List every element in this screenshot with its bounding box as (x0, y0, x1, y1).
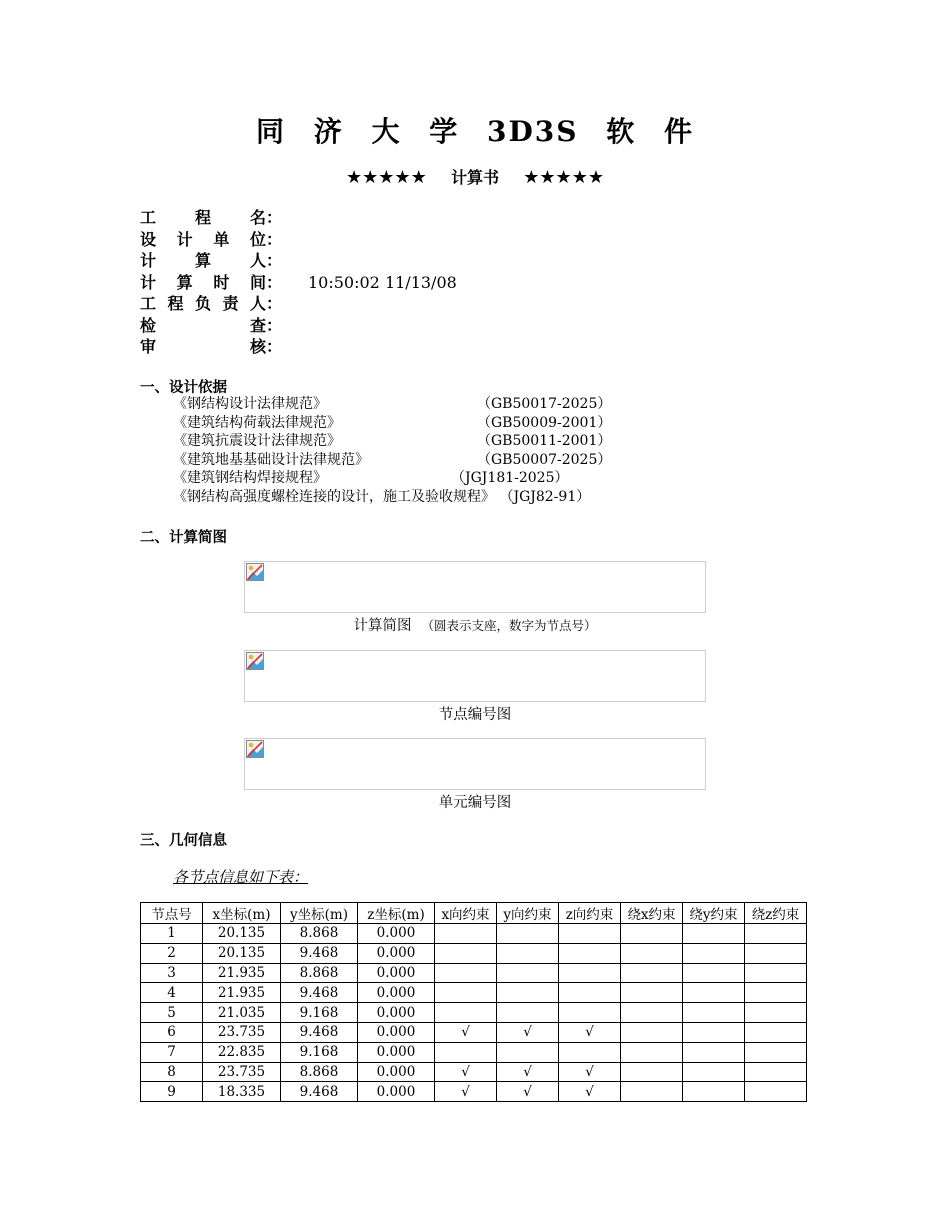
table-cell (559, 1003, 621, 1023)
table-cell (497, 1042, 559, 1062)
table-cell (683, 1062, 745, 1082)
table-cell: √ (559, 1062, 621, 1082)
info-row-project-lead (140, 293, 457, 315)
table-cell: 0.000 (358, 963, 435, 983)
table-cell: 22.835 (203, 1042, 281, 1062)
info-row-design-unit (140, 229, 457, 251)
figure-caption (244, 614, 706, 635)
label-char: 计 (176, 229, 193, 249)
label-char: 位： (249, 229, 282, 249)
label-char: 人： (249, 251, 282, 270)
label-char: 单 (213, 229, 230, 249)
reference-code: （JGJ82-91） (499, 488, 591, 505)
table-cell: 0.000 (358, 1082, 435, 1102)
title-part: 济 (313, 115, 344, 148)
table-cell: 9.168 (281, 1003, 358, 1023)
table-cell: 23.735 (203, 1062, 281, 1082)
reference-list (173, 395, 612, 507)
label-char: 名： (249, 208, 282, 227)
table-row (141, 943, 807, 963)
table-cell: 9 (141, 1082, 203, 1102)
table-cell: 18.335 (203, 1082, 281, 1102)
table-cell: 8.868 (281, 1062, 358, 1082)
table-cell (745, 1062, 807, 1082)
info-label (140, 315, 282, 337)
subtitle-text: 计算书 (450, 168, 499, 187)
table-cell (683, 1003, 745, 1023)
table-cell: 9.468 (281, 1082, 358, 1102)
title-part: 软 (606, 115, 637, 148)
title-part: 3D3S (487, 115, 579, 148)
node-number-diagram-image (244, 650, 706, 702)
table-header-row (141, 903, 807, 924)
table-cell: 8.868 (281, 924, 358, 944)
reference-item (173, 451, 612, 470)
table-cell: 2 (141, 943, 203, 963)
reference-code: （GB50011-2001） (477, 433, 612, 450)
label-char: 间： (249, 272, 282, 292)
figure-caption (244, 791, 706, 812)
column-header: 绕x约束 (621, 903, 683, 924)
table-cell (435, 963, 497, 983)
table-cell (683, 1082, 745, 1102)
table-cell (683, 1042, 745, 1062)
table-cell: √ (497, 1022, 559, 1042)
reference-name: 《建筑地基基础设计法律规范》 (173, 451, 369, 468)
table-row (141, 924, 807, 944)
table-row (141, 1042, 807, 1062)
reference-name: 《钢结构设计法律规范》 (173, 396, 327, 412)
table-cell (497, 963, 559, 983)
table-cell (683, 983, 745, 1003)
table-cell (559, 943, 621, 963)
label-char: 时 (213, 272, 230, 292)
table-cell: 9.468 (281, 983, 358, 1003)
reference-code: （GB50007-2025） (477, 451, 612, 468)
table-cell (621, 1022, 683, 1042)
table-cell (745, 1022, 807, 1042)
table-cell: 9.468 (281, 943, 358, 963)
table-cell (683, 963, 745, 983)
table-cell: √ (497, 1062, 559, 1082)
table-cell: 9.168 (281, 1042, 358, 1062)
table-cell: 8.868 (281, 963, 358, 983)
element-number-diagram-image (244, 738, 706, 790)
table-cell (683, 943, 745, 963)
reference-name: 《建筑结构荷载法律规范》 (173, 414, 341, 431)
table-cell: 20.135 (203, 943, 281, 963)
subtitle-stars-left: ★★★★★ (346, 167, 427, 188)
reference-code: （JGJ181-2025） (451, 470, 569, 487)
table-cell: 0.000 (358, 924, 435, 944)
table-cell: 6 (141, 1022, 203, 1042)
label-char: 责 (222, 294, 239, 313)
table-cell: 8 (141, 1062, 203, 1082)
section-title-design-basis: 一、设计依据 (140, 380, 227, 396)
column-header: x向约束 (435, 903, 497, 924)
table-cell: √ (559, 1082, 621, 1102)
figure-caption-text: 计算简图 (353, 618, 412, 634)
calc-diagram-image (244, 561, 706, 613)
figure-caption-text: 单元编号图 (438, 795, 512, 811)
title-part: 大 (371, 115, 402, 148)
info-label (140, 207, 282, 229)
title-part: 学 (429, 115, 460, 148)
table-cell (745, 983, 807, 1003)
reference-item (173, 488, 590, 507)
table-row (141, 963, 807, 983)
info-label (140, 250, 282, 272)
figure-caption-note: （圆表示支座，数字为节点号） (421, 618, 597, 633)
table-cell: 0.000 (358, 1042, 435, 1062)
table-cell: √ (559, 1022, 621, 1042)
table-cell: 20.135 (203, 924, 281, 944)
table-cell (497, 924, 559, 944)
info-row-calc-time (140, 272, 457, 294)
reference-code: （GB50009-2001） (477, 414, 612, 431)
table-cell (621, 1042, 683, 1062)
title-part: 同 (255, 115, 286, 148)
table-cell (621, 1062, 683, 1082)
label-char: 工 (140, 208, 157, 227)
table-cell (497, 1003, 559, 1023)
label-char: 设 (140, 229, 157, 249)
table-cell (559, 1042, 621, 1062)
column-header: y坐标(m) (281, 903, 358, 924)
label-char: 计 (140, 272, 157, 292)
table-cell: √ (435, 1082, 497, 1102)
table-cell (683, 924, 745, 944)
table-cell (745, 924, 807, 944)
table-cell (621, 963, 683, 983)
table-cell (621, 1003, 683, 1023)
reference-item (173, 469, 590, 488)
table-cell: √ (435, 1062, 497, 1082)
document-subtitle (0, 165, 950, 188)
table-cell (435, 983, 497, 1003)
info-label (140, 336, 282, 358)
table-row (141, 1062, 807, 1082)
table-cell: 5 (141, 1003, 203, 1023)
table-cell (683, 1022, 745, 1042)
info-row-project-name (140, 207, 457, 229)
table-cell: 7 (141, 1042, 203, 1062)
table-cell (497, 983, 559, 1003)
column-header: 绕z约束 (745, 903, 807, 924)
table-cell: 9.468 (281, 1022, 358, 1042)
info-label (140, 229, 282, 251)
table-cell (621, 943, 683, 963)
label-char: 算 (176, 272, 193, 292)
table-cell (745, 1003, 807, 1023)
title-part: 件 (664, 115, 695, 148)
node-info-table (140, 902, 807, 1102)
table-row (141, 1082, 807, 1102)
table-cell: 0.000 (358, 1062, 435, 1082)
label-char: 程 (194, 208, 211, 227)
column-header: x坐标(m) (203, 903, 281, 924)
subtitle-stars-right: ★★★★★ (523, 167, 604, 188)
table-cell: 4 (141, 983, 203, 1003)
label-char: 查： (249, 315, 282, 335)
reference-name: 《钢结构高强度螺栓连接的设计，施工及验收规程》 (173, 488, 495, 505)
info-row-reviewer (140, 336, 457, 358)
table-cell (621, 983, 683, 1003)
table-cell (435, 924, 497, 944)
broken-image-icon (246, 652, 264, 670)
table-cell (745, 963, 807, 983)
info-row-checker (140, 315, 457, 337)
column-header: y向约束 (497, 903, 559, 924)
label-char: 工 (140, 294, 157, 313)
label-char: 核： (249, 337, 282, 356)
table-cell (559, 963, 621, 983)
table-cell: 3 (141, 963, 203, 983)
table-cell: 21.935 (203, 963, 281, 983)
table-row (141, 1022, 807, 1042)
table-cell: 21.035 (203, 1003, 281, 1023)
table-cell: 1 (141, 924, 203, 944)
figure-caption-text: 节点编号图 (438, 707, 512, 723)
figure-caption (244, 703, 706, 724)
table-cell: 0.000 (358, 983, 435, 1003)
table-cell (435, 943, 497, 963)
document-title (0, 110, 950, 150)
info-row-calculator (140, 250, 457, 272)
table-cell (497, 943, 559, 963)
table-cell (745, 1042, 807, 1062)
reference-item (173, 432, 612, 451)
label-char: 程 (167, 294, 184, 313)
table-cell (559, 924, 621, 944)
table-cell: 0.000 (358, 1022, 435, 1042)
table-cell (559, 983, 621, 1003)
reference-code: （GB50017-2025） (477, 396, 612, 412)
table-cell: √ (435, 1022, 497, 1042)
reference-name: 《建筑钢结构焊接规程》 (173, 470, 327, 487)
table-cell (435, 1042, 497, 1062)
broken-image-icon (246, 563, 264, 581)
info-label (140, 293, 282, 315)
table-cell: 0.000 (358, 943, 435, 963)
table-cell (745, 943, 807, 963)
column-header: 绕y约束 (683, 903, 745, 924)
table-note: 各节点信息如下表： (173, 868, 309, 886)
column-header: 节点号 (141, 903, 203, 924)
info-value: 10:50:02 11/13/08 (308, 272, 457, 292)
table-cell: 0.000 (358, 1003, 435, 1023)
label-char: 计 (140, 251, 157, 270)
table-cell (745, 1082, 807, 1102)
table-cell (435, 1003, 497, 1023)
section-title-geometry: 三、几何信息 (140, 833, 227, 849)
reference-item (173, 395, 612, 414)
column-header: z坐标(m) (358, 903, 435, 924)
label-char: 检 (140, 315, 157, 335)
table-cell: 23.735 (203, 1022, 281, 1042)
label-char: 人： (249, 294, 282, 313)
label-char: 审 (140, 337, 157, 356)
label-char: 算 (194, 251, 211, 270)
broken-image-icon (246, 740, 264, 758)
reference-item (173, 414, 612, 433)
column-header: z向约束 (559, 903, 621, 924)
table-cell (621, 924, 683, 944)
table-cell: √ (497, 1082, 559, 1102)
project-info (140, 207, 457, 358)
table-row (141, 1003, 807, 1023)
table-row (141, 983, 807, 1003)
info-label (140, 272, 282, 294)
table-cell: 21.935 (203, 983, 281, 1003)
reference-name: 《建筑抗震设计法律规范》 (173, 433, 341, 450)
section-title-calc-diagram: 二、计算简图 (140, 530, 227, 546)
label-char: 负 (194, 294, 211, 313)
table-cell (621, 1082, 683, 1102)
